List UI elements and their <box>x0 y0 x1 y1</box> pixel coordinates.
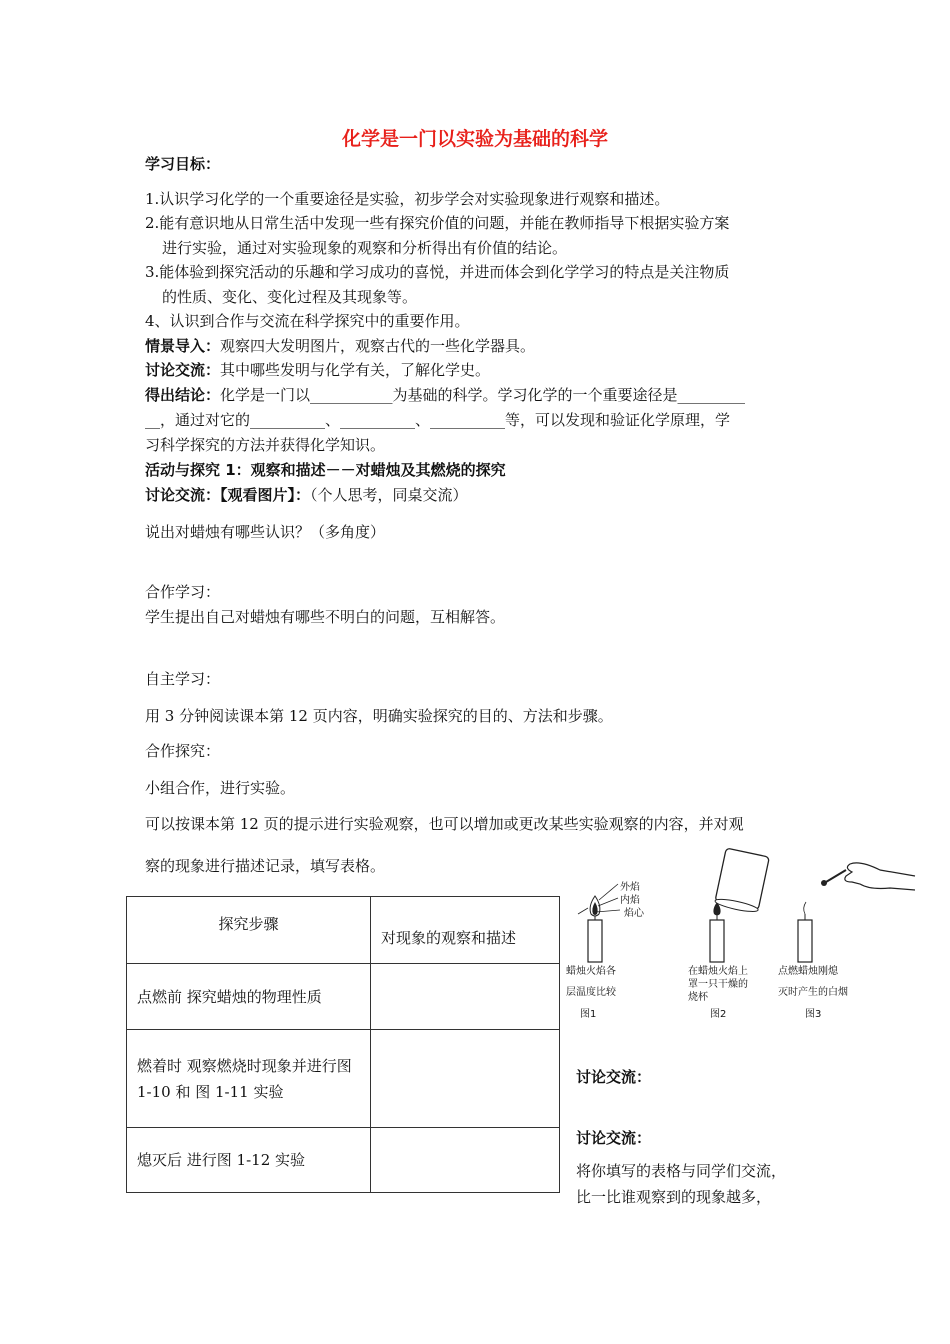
fig1-caption: 蜡烛火焰各 <box>566 966 616 977</box>
objectives-heading: 学习目标： <box>145 155 221 173</box>
table-cell: 点燃前 探究蜡烛的物理性质 <box>127 964 371 1030</box>
steps-table <box>126 896 560 1193</box>
candle-3-icon <box>798 902 812 962</box>
activity-heading: 活动与探究 1：观察和描述－－对蜡烛及其燃烧的探究 <box>145 461 506 479</box>
intro-line <box>145 335 535 357</box>
table-header-row <box>127 897 560 964</box>
coop-inquiry-text: 小组合作，进行实验。 <box>145 779 296 797</box>
page-title: 化学是一门以实验为基础的科学 <box>341 128 608 150</box>
flame-label-inner: 内焰 <box>620 895 640 906</box>
discussion-line <box>145 359 490 381</box>
table-cell-empty[interactable] <box>371 1128 560 1193</box>
table-row <box>127 1128 560 1193</box>
side-text-line: 将你填写的表格与同学们交流， <box>576 1162 787 1180</box>
fig1-caption: 层温度比较 <box>566 987 616 998</box>
conclusion-line-3: 习科学探究的方法并获得化学知识。 <box>145 436 386 454</box>
table-header: 对现象的观察和描述 <box>371 897 560 964</box>
side-text-line: 比一比谁观察到的现象越多， <box>576 1188 772 1206</box>
fig3-caption: 灭时产生的白烟 <box>778 987 848 998</box>
table-cell-empty[interactable] <box>371 964 560 1030</box>
hand-with-match-icon <box>821 863 915 890</box>
fig2-caption: 罩一只干燥的 <box>688 979 748 990</box>
fig2-caption: 烧杯 <box>688 992 708 1003</box>
table-cell-empty[interactable] <box>371 1030 560 1128</box>
objective-item: 1.认识学习化学的一个重要途径是实验，初步学会对实验现象进行观察和描述。 <box>145 190 670 208</box>
objective-item: 3.能体验到探究活动的乐趣和学习成功的喜悦，并进而体会到化学学习的特点是关注物质 <box>145 263 730 281</box>
self-learning-label: 自主学习： <box>145 670 221 688</box>
candle-2-icon <box>710 848 769 962</box>
instructions-line-2: 察的现象进行描述记录，填写表格。 <box>145 857 386 875</box>
conclusion-label: 得出结论： <box>145 386 221 404</box>
conclusion-line-2: __，通过对它的__________、__________、__________等，可以发现和验证化学原理，学 <box>145 411 731 429</box>
candle-1-icon <box>578 884 620 962</box>
table-row <box>127 1030 560 1128</box>
conclusion-text: 化学是一门以___________为基础的科学。学习化学的一个重要途径是_________ <box>220 386 746 404</box>
side-discussion-label: 讨论交流： <box>576 1129 652 1147</box>
instructions-line-1: 可以按课本第 12 页的提示进行实验观察，也可以增加或更改某些实验观察的内容，并对观 <box>145 815 744 833</box>
coop-learning-text: 学生提出自己对蜡烛有哪些不明白的问题，互相解答。 <box>145 608 506 626</box>
coop-inquiry-label: 合作探究： <box>145 742 221 760</box>
discussion-text: 其中哪些发明与化学有关，了解化学史。 <box>220 361 491 379</box>
objective-item: 进行实验，通过对实验现象的观察和分析得出有价值的结论。 <box>162 239 568 257</box>
candle-figures <box>560 848 920 1028</box>
flame-label-core: 焰心 <box>624 908 644 919</box>
objective-item: 2.能有意识地从日常生活中发现一些有探究价值的问题，并能在教师指导下根据实验方案 <box>145 214 730 232</box>
discussion-pictures-line <box>145 484 468 506</box>
fig2-name: 图2 <box>710 1009 727 1020</box>
self-learning-text: 用 3 分钟阅读课本第 12 页内容，明确实验探究的目的、方法和步骤。 <box>145 707 613 725</box>
flame-label-outer: 外焰 <box>620 882 640 893</box>
discussion-label: 讨论交流： <box>145 361 221 379</box>
intro-label: 情景导入： <box>145 337 221 355</box>
fig3-caption: 点燃蜡烛刚熄 <box>778 966 838 977</box>
table-cell: 熄灭后 进行图 1-12 实验 <box>127 1128 371 1193</box>
side-discussion-label: 讨论交流： <box>576 1068 652 1086</box>
intro-text: 观察四大发明图片，观察古代的一些化学器具。 <box>220 337 536 355</box>
fig2-caption: 在蜡烛火焰上 <box>688 966 748 977</box>
fig3-name: 图3 <box>805 1009 822 1020</box>
table-header: 探究步骤 <box>127 897 371 964</box>
discussion-pictures-label: 讨论交流：【观看图片】： <box>145 486 311 504</box>
table-row <box>127 964 560 1030</box>
objective-item: 的性质、变化、变化过程及其现象等。 <box>162 288 418 306</box>
fig1-name: 图1 <box>580 1009 597 1020</box>
objective-item: 4、认识到合作与交流在科学探究中的重要作用。 <box>145 312 470 330</box>
discussion-pictures-text: （个人思考，同桌交流） <box>310 486 468 504</box>
table-cell: 燃着时 观察燃烧时现象并进行图 1-10 和 图 1-11 实验 <box>127 1030 371 1128</box>
candle-illustration <box>560 848 920 1028</box>
conclusion-line <box>145 384 745 406</box>
question-text: 说出对蜡烛有哪些认识？（多角度） <box>145 523 386 541</box>
coop-learning-label: 合作学习： <box>145 583 221 601</box>
